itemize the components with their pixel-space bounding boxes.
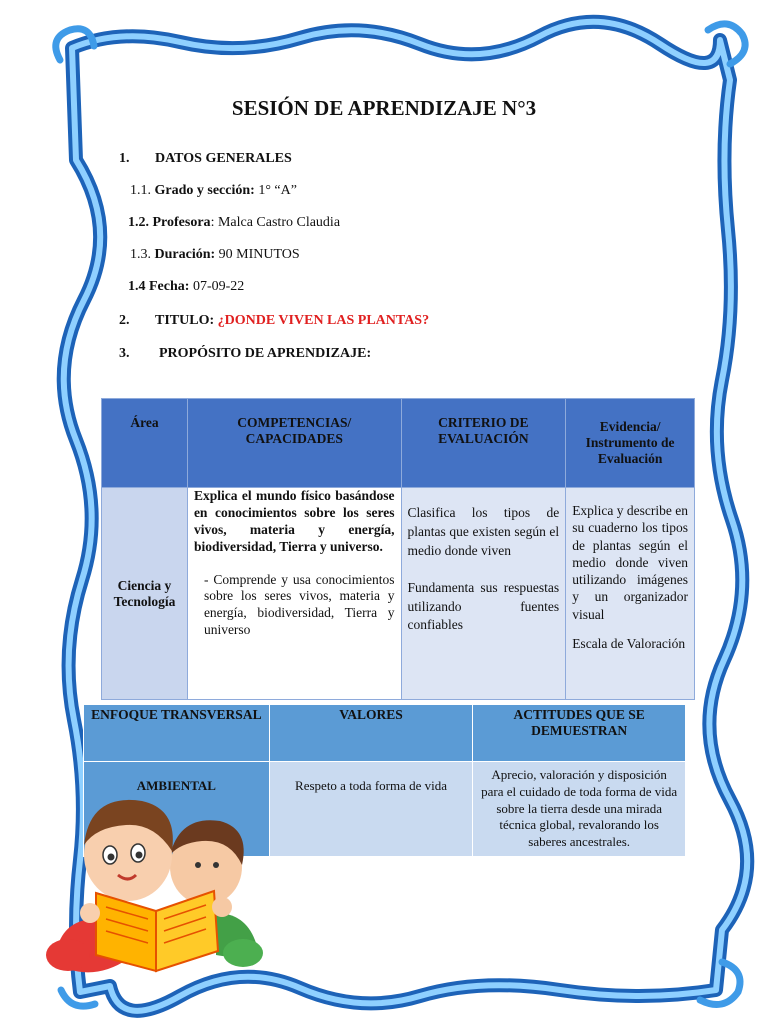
header-criterio: CRITERIO DE EVALUACIÓN	[401, 399, 566, 488]
competencia-text: Explica el mundo físico basándose en conocimientos sobre los seres vivos, materia y energía, biodiversidad, Tierra y universo.	[193, 488, 395, 554]
enfoque-cell: AMBIENTAL	[84, 762, 270, 857]
titulo-value: ¿DONDE VIVEN LAS PLANTAS?	[217, 313, 430, 328]
header-competencias: COMPETENCIAS/ CAPACIDADES	[187, 399, 401, 488]
section-heading: DATOS GENERALES	[155, 151, 292, 166]
profesora-value: : Malca Castro Claudia	[210, 215, 341, 230]
duracion-value: 90 MINUTOS	[218, 247, 300, 262]
grado-row	[130, 183, 297, 199]
header-valores: VALORES	[269, 705, 473, 762]
proposito-table	[101, 398, 695, 700]
criterio-text-2: Fundamenta sus respuestas utilizando fuentes confiables	[407, 579, 560, 633]
competencia-cell	[187, 488, 401, 700]
duracion-number: 1.3.	[130, 247, 151, 262]
titulo-label: TITULO:	[155, 313, 215, 328]
table-header-row	[84, 705, 686, 762]
evidencia-text: Explica y describe en su cuaderno los tipos de plantas según el medio donde viven utilizando imágenes y un organizador visual	[572, 503, 689, 622]
children-reading-illustration	[38, 795, 273, 985]
profesora-number: 1.2.	[128, 215, 149, 230]
grado-number: 1.1.	[130, 183, 151, 198]
actitud-cell: Aprecio, valoración y disposición para el cuidado de toda forma de vida sobre la tierra desde una mirada técnica global, revalorando los saberes ancestrales.	[473, 762, 686, 857]
fecha-label: 1.4 Fecha:	[128, 279, 190, 294]
profesora-label: Profesora	[152, 215, 211, 230]
fecha-value: 07-09-22	[192, 279, 245, 294]
criterio-cell	[401, 488, 566, 700]
header-area: Área	[102, 399, 188, 488]
table-header-row	[102, 399, 695, 488]
table-row	[102, 488, 695, 700]
section-number: 1.	[119, 151, 130, 166]
header-enfoque: ENFOQUE TRANSVERSAL	[84, 705, 270, 762]
header-actitudes: ACTITUDES QUE SE DEMUESTRAN	[473, 705, 686, 762]
proposito-label: PROPÓSITO DE APRENDIZAJE:	[159, 346, 372, 361]
profesora-row	[128, 215, 340, 231]
datos-generales-row	[119, 151, 292, 167]
grado-label: Grado y sección:	[154, 183, 255, 198]
duracion-row	[130, 247, 300, 263]
proposito-row	[119, 346, 372, 362]
capacidad-text: - Comprende y usa conocimientos sobre los seres vivos, materia y energía, biodiversidad, Tierra y universo	[203, 571, 395, 638]
fecha-row	[128, 279, 244, 295]
valor-cell: Respeto a toda forma de vida	[269, 762, 473, 857]
instrumento-text: Escala de Valoración	[572, 635, 686, 651]
titulo-number: 2.	[119, 313, 130, 328]
proposito-number: 3.	[119, 346, 130, 361]
criterio-text-1: Clasifica los tipos de plantas que existen según el medio donde viven	[407, 505, 560, 558]
duracion-label: Duración:	[154, 247, 216, 262]
area-cell: Ciencia y Tecnología	[102, 488, 188, 700]
grado-value: 1° “A”	[258, 183, 297, 198]
titulo-row	[119, 313, 430, 329]
page-title: SESIÓN DE APRENDIZAJE N°3	[231, 96, 537, 120]
header-evidencia: Evidencia/ Instrumento de Evaluación	[566, 399, 695, 488]
evidencia-cell	[566, 488, 695, 700]
